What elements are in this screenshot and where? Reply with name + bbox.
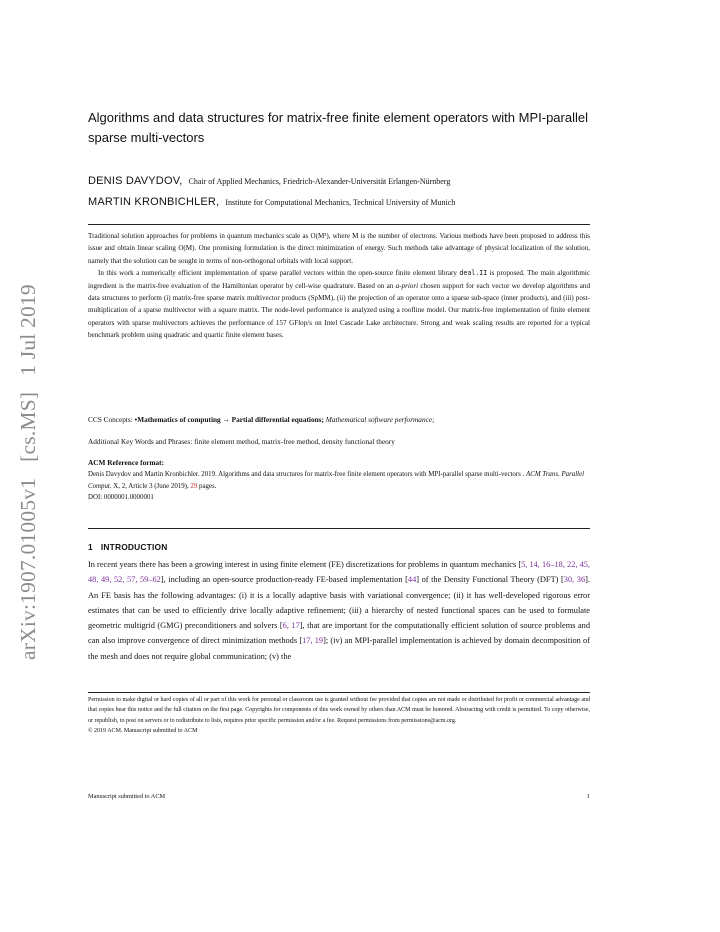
- author-affiliation: Chair of Applied Mechanics, Friedrich-Alexander-Universität Erlangen-Nürnberg: [188, 177, 451, 186]
- intro-text: ], including an open-source production-ready FE-based implementation [: [160, 575, 408, 585]
- ccs-italic: Mathematical software performance;: [325, 415, 435, 424]
- footnote-rule: [88, 692, 590, 693]
- intro-text: ], that are important for the computationally efficient solution of source problems and can also improve convergence of direct minimization methods [: [88, 621, 591, 646]
- author-affiliation: Institute for Computational Mechanics, Technical University of Munich: [225, 198, 456, 207]
- abstract-top-rule: [88, 224, 590, 225]
- author-name: DENIS DAVYDOV,: [88, 175, 183, 187]
- citation-link[interactable]: 5, 14, 16–18, 22, 45, 48, 49, 52, 57, 59–62: [88, 560, 591, 585]
- paper-title: Algorithms and data structures for matrix-free finite element operators with MPI-parallel sparse multi-vectors: [88, 110, 588, 145]
- citation-link[interactable]: 30, 36: [563, 575, 586, 585]
- permission-notice: [88, 695, 590, 736]
- page-number: 1: [586, 793, 590, 800]
- reference-text: Denis Davydov and Martin Kronbichler. 2019. Algorithms and data structures for matrix-free finite element operators with MPI-parallel sparse multi-vectors .: [88, 471, 525, 479]
- author-entry: [88, 192, 590, 213]
- reference-text: pages.: [199, 482, 217, 490]
- doi: DOI: 0000001.0000001: [88, 494, 154, 502]
- library-name: deal.II: [459, 269, 488, 278]
- citation-link[interactable]: 44: [407, 575, 417, 585]
- intro-text: ] of the Density Functional Theory (DFT) [: [416, 575, 564, 585]
- author-list: [88, 171, 590, 213]
- intro-text: ]; (iv) an MPI-parallel implementation is achieved by domain decomposition of the mesh and does not require global communication; (v) the: [88, 636, 590, 661]
- ccs-concepts: [88, 414, 590, 426]
- author-name: MARTIN KRONBICHLER,: [88, 196, 220, 208]
- author-entry: [88, 171, 590, 192]
- footer-left: Manuscript submitted to ACM: [88, 793, 166, 800]
- arxiv-sidebar-stamp: [16, 240, 41, 660]
- abstract-text: chosen support for each vector we develop algorithms and data structures to perform (i) matrix-free sparse matrix multivector products (SpMM), (ii) the projection of an operator onto a sparse sub-space (inner products), and (iii) post-multiplication of a sparse multivector with a square matrix. The node-level performance is analyzed using a roofline model. Our matrix-free implementation of finite element operators with sparse multivectors achieves the performance of 157 GFlop/s on Intel Cascade Lake architecture. Strong and weak scaling results are reported for a typical benchmark problem using quadratic and quartic finite element bases.: [88, 281, 590, 340]
- section-number: 1: [88, 542, 93, 552]
- keywords: Additional Key Words and Phrases: finite element method, matrix-free method, density functional theory: [88, 437, 395, 446]
- abstract: [88, 230, 590, 342]
- abstract-paragraph-1: Traditional solution approaches for problems in quantum mechanics scale as O(M³), where M is the number of electrons. Various methods have been proposed to address this issue and obtain linear scaling O(M). One promising formulation is the direct minimization of energy. Such methods take advantage of physical localization of the solution, namely that the solution can be sought in terms of non-orthogonal orbitals with local support.: [88, 232, 590, 265]
- abstract-emphasis: a-priori: [395, 281, 419, 290]
- reference-text: X, 2, Article 3 (June 2019),: [113, 482, 189, 490]
- intro-paragraph: [88, 557, 590, 664]
- acm-reference-heading: ACM Reference format:: [88, 458, 165, 467]
- arxiv-category: [cs.MS]: [16, 391, 40, 462]
- abstract-bottom-rule: [88, 528, 590, 529]
- acm-reference: [88, 457, 590, 504]
- reference-journal: ACM Trans. Parallel Comput.: [88, 471, 585, 490]
- citation-link[interactable]: 17, 19: [302, 636, 324, 646]
- abstract-text: is proposed. The main algorithmic ingredient is the matrix-free evaluation of the Hamiltonian operator by cell-wise quadrature. Based on an: [88, 269, 590, 290]
- abstract-text: In this work a numerically efficient implementation of sparse parallel vectors within the open-source finite element library: [98, 269, 457, 278]
- citation-link[interactable]: 6, 17: [282, 621, 300, 631]
- introduction-body: [88, 557, 590, 664]
- copyright-line: © 2019 ACM. Manuscript submitted to ACM: [88, 727, 198, 734]
- ccs-bold: •Mathematics of computing → Partial differential equations;: [134, 415, 324, 424]
- section-title: INTRODUCTION: [100, 542, 168, 552]
- arxiv-id: arXiv:1907.01005v1: [16, 477, 40, 660]
- arxiv-date: 1 Jul 2019: [16, 284, 40, 376]
- permission-text: Permission to make digital or hard copies of all or part of this work for personal or classroom use is granted without fee provided that copies are not made or distributed for profit or commercial advantage and that copies bear this notice and the full citation on the first page. Copyrights for components of this work owned by others than ACM must be honored. Abstracting with credit is permitted. To copy otherwise, or republish, to post on servers or to redistribute to lists, requires prior specific permission and/or a fee. Request permissions from permissions@acm.org.: [88, 697, 590, 724]
- intro-text: In recent years there has been a growing interest in using finite element (FE) discretizations for problems in quantum mechanics [: [88, 560, 522, 569]
- abstract-paragraph-2: [88, 267, 590, 341]
- acm-reference-text: [88, 469, 590, 492]
- intro-text: ]. An FE basis has the following advantages: (i) it is a locally adaptive basis with variational convergence; (ii) it has well-developed rigorous error estimates that can be used to efficiently drive locally adaptive refinement; (iii) a hierarchy of nested functional spaces can be used to formulate geometric multigrid (GMG) preconditioners and solvers [: [88, 575, 591, 631]
- pages-link[interactable]: 29: [190, 482, 198, 490]
- page-footer: [88, 793, 590, 800]
- section-heading: [88, 542, 167, 552]
- ccs-label: CCS Concepts:: [88, 415, 133, 424]
